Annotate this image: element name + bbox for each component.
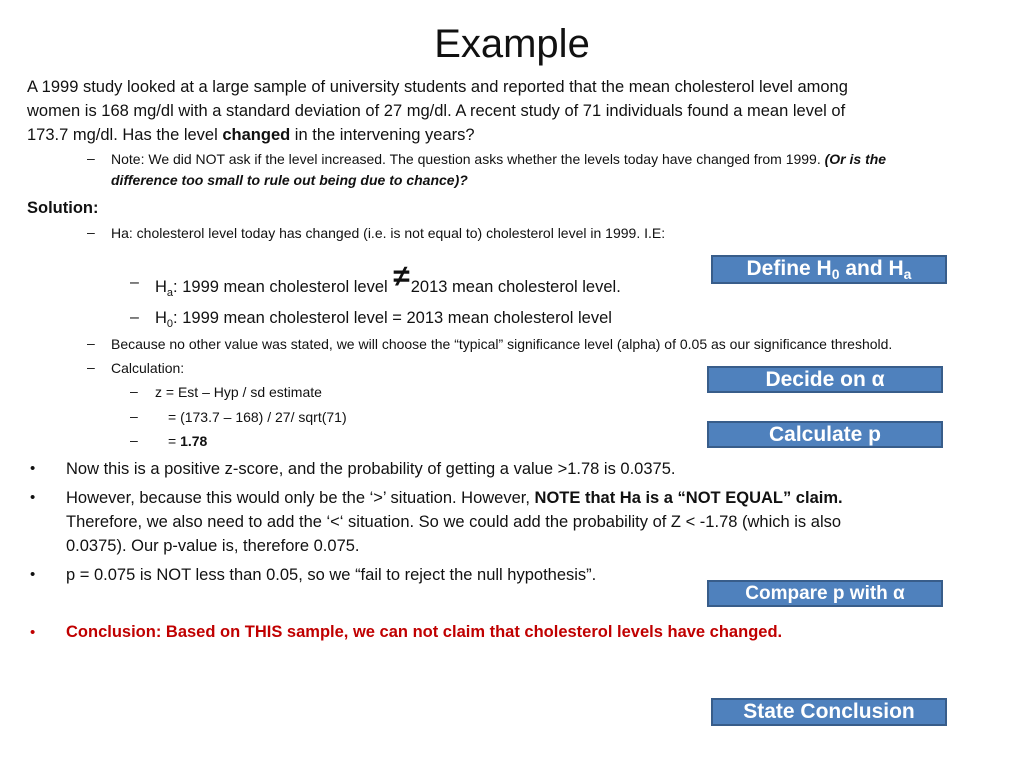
bullet-1-text: Now this is a positive z-score, and the probability of getting a value >1.78 is 0.0375. bbox=[66, 460, 676, 478]
h0-hypothesis: $H_0$: 1999 mean cholesterol level = 2013 mean cholesterol level bbox=[155, 309, 612, 330]
bullet-3-text: p = 0.075 is NOT less than 0.05, so we “fail to reject the null hypothesis”. bbox=[66, 566, 597, 584]
h0-dash: – bbox=[130, 309, 139, 326]
calculation-formula: z = Est – Hyp / sd estimate bbox=[155, 384, 322, 400]
bullet-1-marker: • bbox=[30, 460, 36, 477]
ha-dash: – bbox=[130, 274, 139, 291]
formula-dash: – bbox=[130, 383, 138, 399]
ha-desc-dash: – bbox=[87, 224, 95, 240]
not-equal-claim-emphasis: NOTE that Ha is a “NOT EQUAL” claim. bbox=[534, 489, 843, 507]
step-dash: – bbox=[130, 408, 138, 424]
significance-text: Because no other value was stated, we will choose the “typical” significance level (alpha) of 0.05 as our significance threshold. bbox=[111, 336, 893, 352]
state-conclusion-box: State Conclusion bbox=[711, 698, 947, 726]
calculation-dash: – bbox=[87, 359, 95, 375]
calculation-result: = 1.78 bbox=[168, 433, 208, 449]
bullet-3-marker: • bbox=[30, 566, 36, 583]
not-equal-symbol: ≠ bbox=[393, 260, 410, 293]
note-line-2: difference too small to rule out being due to chance)? bbox=[111, 172, 468, 188]
significance-dash: – bbox=[87, 335, 95, 351]
ha-hypothesis: $H_a$: 1999 mean cholesterol level ≠2013 mean cholesterol level. bbox=[155, 260, 621, 299]
bullet-2-marker: • bbox=[30, 489, 36, 506]
intro-line-2: women is 168 mg/dl with a standard deviation of 27 mg/dl. A recent study of 71 individuals found a mean level of bbox=[27, 102, 846, 120]
changed-emphasis: changed bbox=[222, 126, 291, 144]
bullet-2-line-3: 0.0375). Our p-value is, therefore 0.075. bbox=[66, 537, 360, 555]
bullet-2-line-2: Therefore, we also need to add the ‘<‘ situation. So we could add the probability of Z < -1.78 (which is also bbox=[66, 513, 842, 531]
note-line-1: Note: We did NOT ask if the level increased. The question asks whether the levels today have changed from 1999. (Or is the bbox=[111, 151, 887, 167]
define-hypotheses-box: Define $H_0$ and $H_a$ bbox=[711, 255, 947, 284]
calculation-label: Calculation: bbox=[111, 360, 185, 376]
intro-line-1: A 1999 study looked at a large sample of university students and reported that the mean cholesterol level among bbox=[27, 78, 848, 96]
calculation-step: = (173.7 – 168) / 27/ sqrt(71) bbox=[168, 409, 347, 425]
page-title: Example bbox=[434, 22, 590, 66]
result-dash: – bbox=[130, 432, 138, 448]
conclusion-marker: • bbox=[30, 624, 36, 641]
intro-line-3: 173.7 mg/dl. Has the level changed in the intervening years? bbox=[27, 126, 475, 144]
solution-label: Solution: bbox=[27, 199, 99, 217]
compare-p-alpha-box: Compare p with α bbox=[707, 580, 943, 607]
ha-description: Ha: cholesterol level today has changed (i.e. is not equal to) cholesterol level in 1999. I.E: bbox=[111, 225, 666, 241]
bullet-2-line-1: However, because this would only be the ‘>’ situation. However, NOTE that Ha is a “NOT EQUAL” claim. bbox=[66, 489, 843, 507]
conclusion-text: Conclusion: Based on THIS sample, we can not claim that cholesterol levels have changed. bbox=[66, 623, 783, 641]
calculate-p-box: Calculate p bbox=[707, 421, 943, 448]
note-dash: – bbox=[87, 150, 95, 166]
decide-alpha-box: Decide on α bbox=[707, 366, 943, 393]
